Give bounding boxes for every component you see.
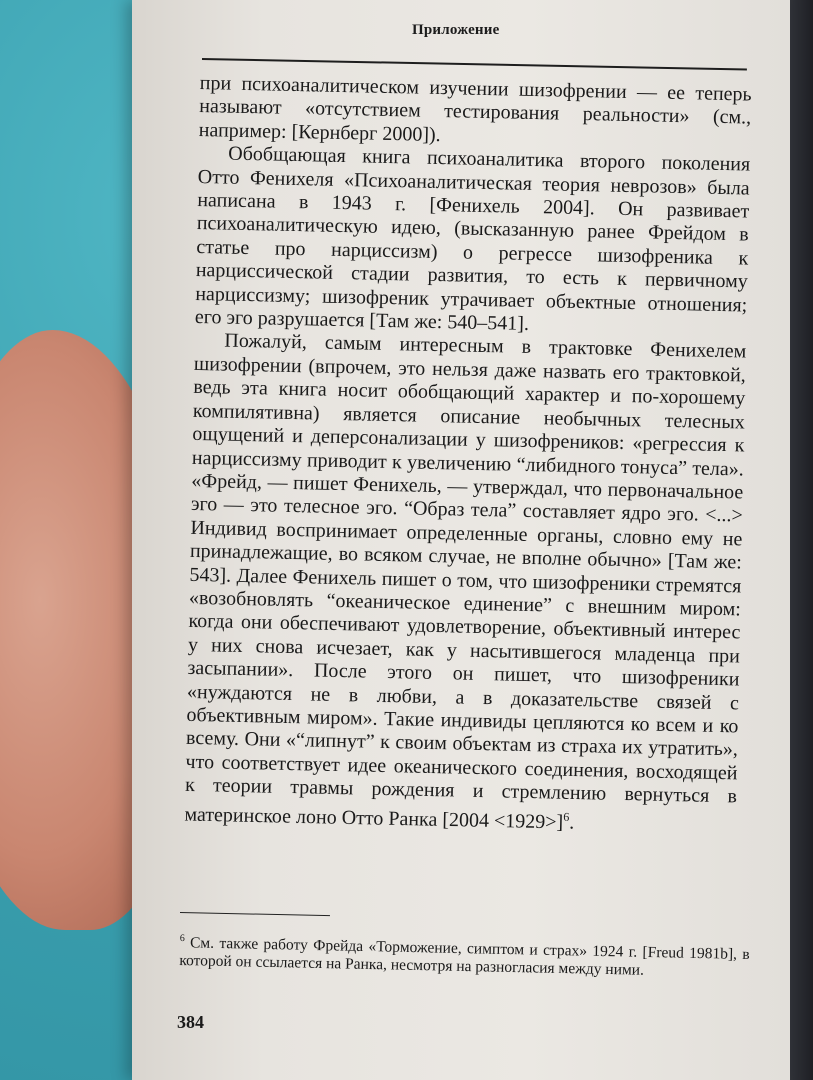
footnote-text: См. также работу Фрейда «Торможение, симптом и страх» 1924 г. [Freud 1981b], в которой он ссылается на Ранка, несмотря на разногласия между ними.	[179, 934, 750, 979]
paragraph-2: Обобщающая книга психоаналитика второго поколения Отто Фенихеля «Психоаналитическая теория неврозов» была написана в 1943 г. [Фенихель 2004]. Он развивает психоаналитическую идею, (высказанную ранее Фрейдом в статье про нарциссизм) о регрессе шизофреника к нарциссической стадии развития, то есть к первичному нарциссизму; шизофреник утрачивает объектные отношения; его эго разрушается [Там же: 540–541].	[194, 142, 751, 336]
footnote-rule	[180, 912, 330, 916]
running-header: Приложение	[412, 22, 500, 38]
page-number: 384	[177, 1012, 204, 1032]
book-page	[132, 0, 790, 1080]
header-rule	[202, 58, 747, 70]
paragraph-3	[184, 329, 746, 838]
paragraph-3-text: Пожалуй, самым интересным в трактовке Фенихелем шизофрении (впрочем, это нельзя даже назвать его трактовкой, ведь эта книга носит обобщающий характер и по-хорошему компилятивна) является описание необычных телесных ощущений и деперсонализации у шизофреников: «регрессия к нарциссизму приводит к увеличению “либидного тонуса” тела». «Фрейд, — пишет Фенихель, — утверждал, что первоначальное эго — это телесное эго. “Образ тела” составляет ядро эго. <...> Индивид воспринимает определенные органы, словно ему не принадлежащие, во всяком случае, не вполне обычно» [Там же: 543]. Далее Фенихель пишет о том, что шизофреники стремятся «возобновлять “океаническое единение” с внешним миром: когда они обеспечивают удовлетворение, объективный интерес у них снова исчезает, как у насытившегося младенца при засыпании». После этого он пишет, что шизофреники «нуждаются не в любви, а в доказательстве связей с объективным миром». Такие индивиды цепляются ко всем и ко всему. Они «“липнут” к своим объектам из страха их утратить», что соответствует идее океанического соединения, восходящей к теории травмы рождения и стремлению вернуться в материнское лоно Отто Ранка [2004 <1929>]	[184, 330, 747, 834]
paragraph-1: при психоаналитическом изучении шизофрении — ее теперь называют «отсутствием тестирования реальности» (см., например: [Кернберг 2000]).	[198, 72, 752, 146]
footnote	[179, 930, 750, 982]
main-text	[184, 72, 752, 838]
paragraph-3-end: .	[568, 811, 575, 834]
footnote-marker: 6	[179, 932, 185, 945]
footnote-reference: 6	[563, 809, 570, 824]
